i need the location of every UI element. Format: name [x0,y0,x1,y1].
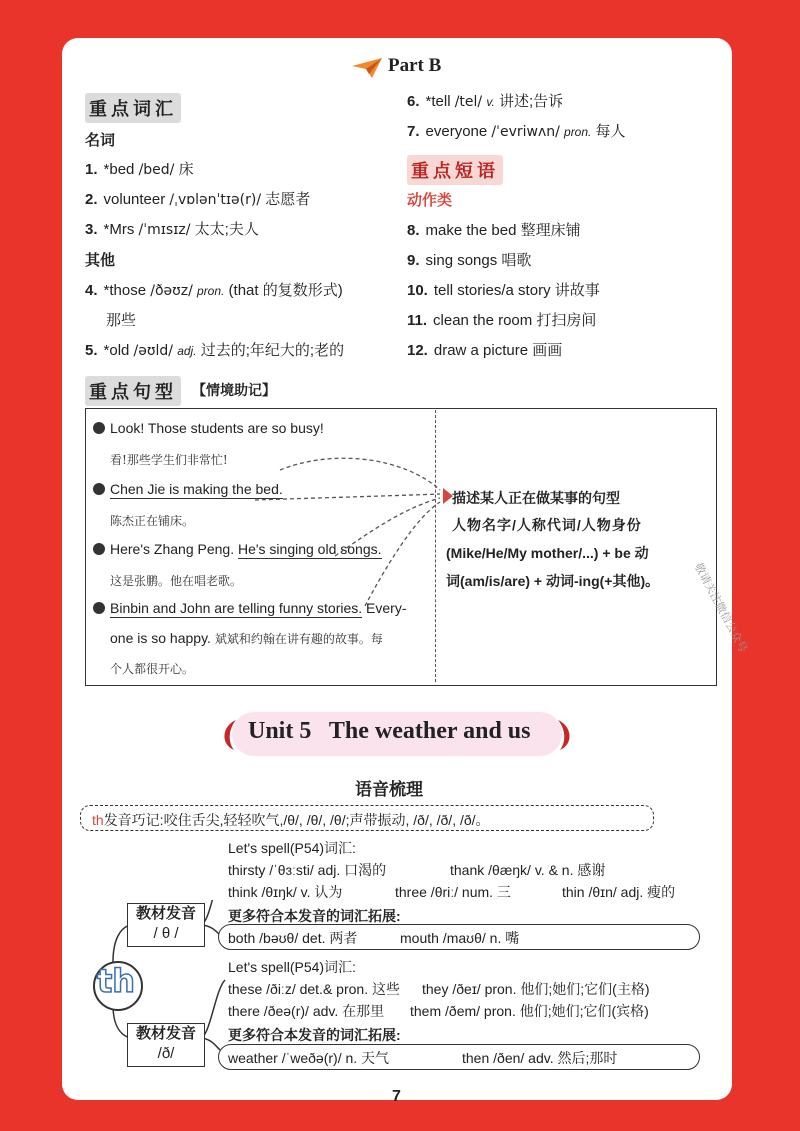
vocab-item-cont: 那些 [106,312,137,329]
sentence-1: Look! Those students are so busy! [93,420,324,436]
eth-word: then /ðen/ adv. 然后;那时 [462,1050,618,1066]
vocab-item: 6. *tell /tel/ v. 讲述;告诉 [407,93,564,110]
part-title: Part B [388,55,442,76]
phrase-item: 8. make the bed 整理床铺 [407,222,581,239]
eth-word: there /ðeə(r)/ adv. 在那里 [228,1003,385,1019]
vocab-item: 2. volunteer /ˌvɒlənˈtɪə(r)/ 志愿者 [85,191,311,208]
th-letters: th [97,962,136,1000]
paper-plane-icon [352,58,382,78]
sentence-4: Binbin and John are telling funny stories. Every- [93,600,407,616]
phrases-title: 重点短语 [407,155,503,185]
vocab-title: 重点词汇 [85,93,181,123]
vocab-item: 1. *bed /bed/ 床 [85,161,194,178]
phrase-item: 12. draw a picture 画画 [407,342,563,359]
eth-label-box: 教材发音 /ð/ [127,1023,205,1067]
sentence-2: Chen Jie is making the bed. [93,481,283,497]
theta-word: both /bəʊθ/ det. 两者 [228,930,358,946]
others-label: 其他 [85,252,116,269]
phrase-item: 11. clean the room 打扫房间 [407,312,597,329]
theta-label-box: 教材发音 / θ / [127,903,205,947]
pattern-note-2: 人物名字/人称代词/人物身份 [452,517,642,533]
pattern-note-1: 描述某人正在做某事的句型 [452,490,620,506]
sentence-4-cn: 个人都很开心。 [110,662,195,676]
sentence-4-cont: one is so happy. 斌斌和约翰在讲有趣的故事。每 [110,630,383,646]
sentence-3-cn: 这是张鹏。他在唱老歌。 [110,574,243,588]
phrase-item: 10. tell stories/a story 讲故事 [407,282,600,299]
left-flourish-icon [218,718,238,752]
sentences-title: 重点句型 [85,376,181,406]
theta-word: thin /θɪn/ adj. 瘦的 [562,884,676,900]
theta-word: three /θriː/ num. 三 [395,884,511,900]
theta-word: mouth /maʊθ/ n. 嘴 [400,930,520,946]
sentences-tag: 【情境助记】 [192,382,276,398]
vocab-item: 3. *Mrs /ˈmɪsɪz/ 太太;夫人 [85,221,259,238]
theta-more-label: 更多符合本发音的词汇拓展: [228,908,401,924]
phonics-tip: th发音巧记:咬住舌尖,轻轻吹气,/θ/, /θ/, /θ/;声带振动, /ð/, /ð/, /ð/。 [92,812,490,828]
eth-more-label: 更多符合本发音的词汇拓展: [228,1027,401,1043]
nouns-label: 名词 [85,132,116,149]
theta-spell-label: Let's spell(P54)词汇: [228,840,356,856]
phonics-title: 语音梳理 [355,780,423,799]
phrase-item: 9. sing songs 唱歌 [407,252,532,269]
unit-title: Unit 5 The weather and us [248,718,531,744]
link-arrows [85,408,465,684]
sentence-1-cn: 看!那些学生们非常忙! [110,453,228,467]
sentence-2-cn: 陈杰正在铺床。 [110,514,195,528]
eth-word: these /ðiːz/ det.& pron. 这些 [228,981,400,997]
sentence-3: Here's Zhang Peng. He's singing old songs. [93,541,382,557]
vocab-item: 7. everyone /ˈevriwʌn/ pron. 每人 [407,123,626,140]
pattern-note-4: 词(am/is/are) + 动词-ing(+其他)。 [446,573,660,589]
eth-word: them /ðem/ pron. 他们;她们;它们(宾格) [410,1003,649,1019]
pattern-note-3: (Mike/He/My mother/...) + be 动 [446,545,649,561]
page-number: 7 [392,1088,401,1105]
eth-word: weather /ˈweðə(r)/ n. 天气 [228,1050,390,1066]
eth-word: they /ðeɪ/ pron. 他们;她们;它们(主格) [422,981,650,997]
theta-word: thirsty /ˈθɜːsti/ adj. 口渴的 [228,862,387,878]
right-flourish-icon [556,718,576,752]
vocab-item: 5. *old /əʊld/ adj. 过去的;年纪大的;老的 [85,342,345,359]
phrases-category: 动作类 [407,192,453,209]
watermark: 敬请关注微信公众号 [691,561,749,655]
vocab-item: 4. *those /ðəʊz/ pron. (that 的复数形式) [85,282,343,299]
theta-word: think /θɪŋk/ v. 认为 [228,884,343,900]
eth-spell-label: Let's spell(P54)词汇: [228,959,356,975]
theta-word: thank /θæŋk/ v. & n. 感谢 [450,862,606,878]
